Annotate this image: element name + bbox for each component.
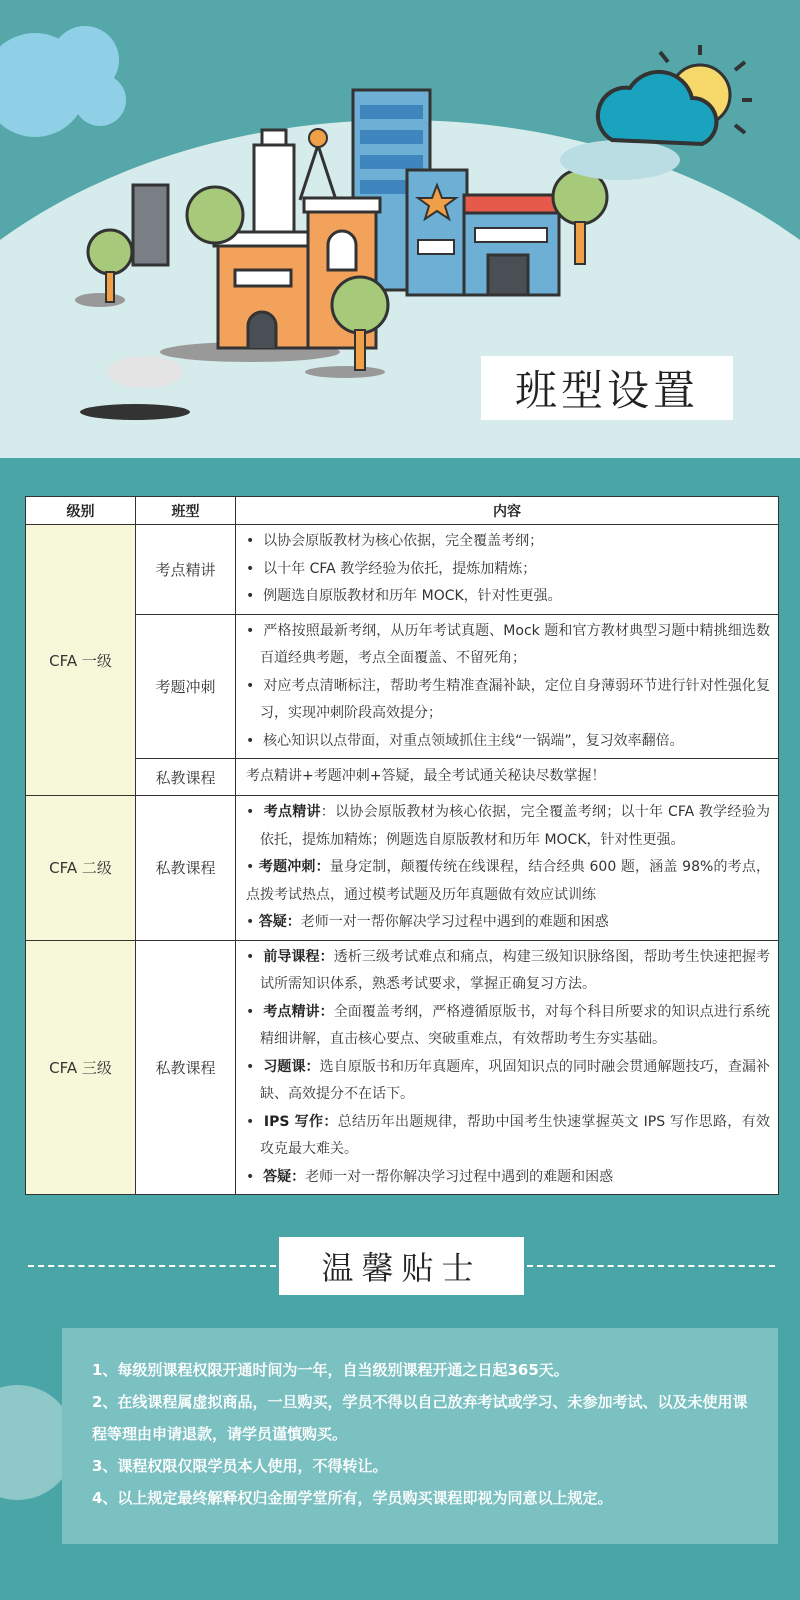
tip-item: 1、每级别课程权限开通时间为一年，自当级别课程开通之日起365天。 — [92, 1361, 569, 1379]
section-title-class-types: 班型设置 — [481, 356, 733, 420]
content-cell — [236, 940, 779, 1195]
list-item: • 以协会原版教材为核心依据，完全覆盖考纲； — [246, 533, 544, 549]
hero-banner — [0, 0, 800, 458]
type-cell: 考题冲刺 — [136, 614, 236, 759]
table-header-row — [26, 497, 779, 525]
header-type: 班型 — [136, 497, 236, 525]
list-item: • 核心知识以点带面，对重点领域抓住主线“一锅端”，复习效率翻倍。 — [246, 732, 684, 749]
list-item: • IPS 写作：总结历年出题规律，帮助中国考生快速掌握英文 IPS 写作思路，有效攻克最大难关。 — [246, 1113, 770, 1157]
course-table — [25, 496, 779, 1195]
table-row — [26, 796, 779, 941]
tip-item: 3、课程权限仅限学员本人使用，不得转让。 — [92, 1457, 388, 1475]
list-item: • 例题选自原版教材和历年 MOCK，针对性更强。 — [246, 588, 562, 604]
content-cell — [236, 796, 779, 941]
list-item: • 严格按照最新考纲，从历年考试真题、Mock 题和官方教材典型习题中精挑细选数百道经典考题，考点全面覆盖、不留死角； — [246, 622, 770, 666]
cloud-left-icon — [0, 26, 126, 137]
tips-box — [62, 1328, 778, 1544]
tips-title: 温馨贴士 — [279, 1237, 524, 1295]
header-level: 级别 — [26, 497, 136, 525]
list-item: • 对应考点清晰标注，帮助考生精准查漏补缺，定位自身薄弱环节进行针对性强化复习，实现冲刺阶段高效提分； — [246, 677, 770, 721]
list-item: • 考点精讲：以协会原版教材为核心依据，完全覆盖考纲；以十年 CFA 教学经验为依托，提炼加精炼；例题选自原版教材和历年 MOCK，针对性更强。 — [246, 804, 770, 848]
list-item: • 习题课：选自原版书和历年真题库，巩固知识点的同时融会贯通解题技巧，查漏补缺、高效提分不在话下。 — [246, 1058, 770, 1102]
tip-item: 2、在线课程属虚拟商品，一旦购买，学员不得以自己放弃考试或学习、未参加考试、以及未使用课程等理由申请退款，请学员谨慎购买。 — [92, 1393, 748, 1443]
table-row — [26, 940, 779, 1195]
sun-cloud-icon — [560, 45, 752, 180]
type-cell: 私教课程 — [136, 759, 236, 796]
type-cell: 考点精讲 — [136, 525, 236, 615]
level-cfa2: CFA 二级 — [26, 796, 136, 941]
table-row — [26, 525, 779, 615]
level-cfa3: CFA 三级 — [26, 940, 136, 1195]
content-cell: 考点精讲+考题冲刺+答疑，最全考试通关秘诀尽数掌握！ — [236, 759, 779, 796]
content-cell — [236, 614, 779, 759]
table-row — [26, 614, 779, 759]
header-content: 内容 — [236, 497, 779, 525]
level-cfa1: CFA 一级 — [26, 525, 136, 796]
dashed-divider-left — [28, 1265, 276, 1267]
table-row — [26, 759, 779, 796]
list-item: • 考题冲刺：量身定制，颠覆传统在线课程，结合经典 600 题，涵盖 98%的考点，点拨考试热点，通过模考试题及历年真题做有效应试训练 — [246, 859, 770, 903]
type-cell: 私教课程 — [136, 796, 236, 941]
list-item: • 答疑：老师一对一帮你解决学习过程中遇到的难题和困惑 — [246, 1168, 614, 1185]
list-item: • 答疑：老师一对一帮你解决学习过程中遇到的难题和困惑 — [246, 914, 609, 930]
tip-item: 4、以上规定最终解释权归金囿学堂所有，学员购买课程即视为同意以上规定。 — [92, 1489, 613, 1507]
list-item: • 考点精讲：全面覆盖考纲，严格遵循原版书，对每个科目所要求的知识点进行系统精细讲解，直击核心要点、突破重难点，有效帮助考生夯实基础。 — [246, 1003, 770, 1047]
list-item: • 前导课程：透析三级考试难点和痛点，构建三级知识脉络图，帮助考生快速把握考试所需知识体系，熟悉考试要求，掌握正确复习方法。 — [246, 948, 770, 992]
dashed-divider-right — [527, 1265, 775, 1267]
type-cell: 私教课程 — [136, 940, 236, 1195]
content-cell — [236, 525, 779, 615]
list-item: • 以十年 CFA 教学经验为依托，提炼加精炼； — [246, 560, 537, 577]
